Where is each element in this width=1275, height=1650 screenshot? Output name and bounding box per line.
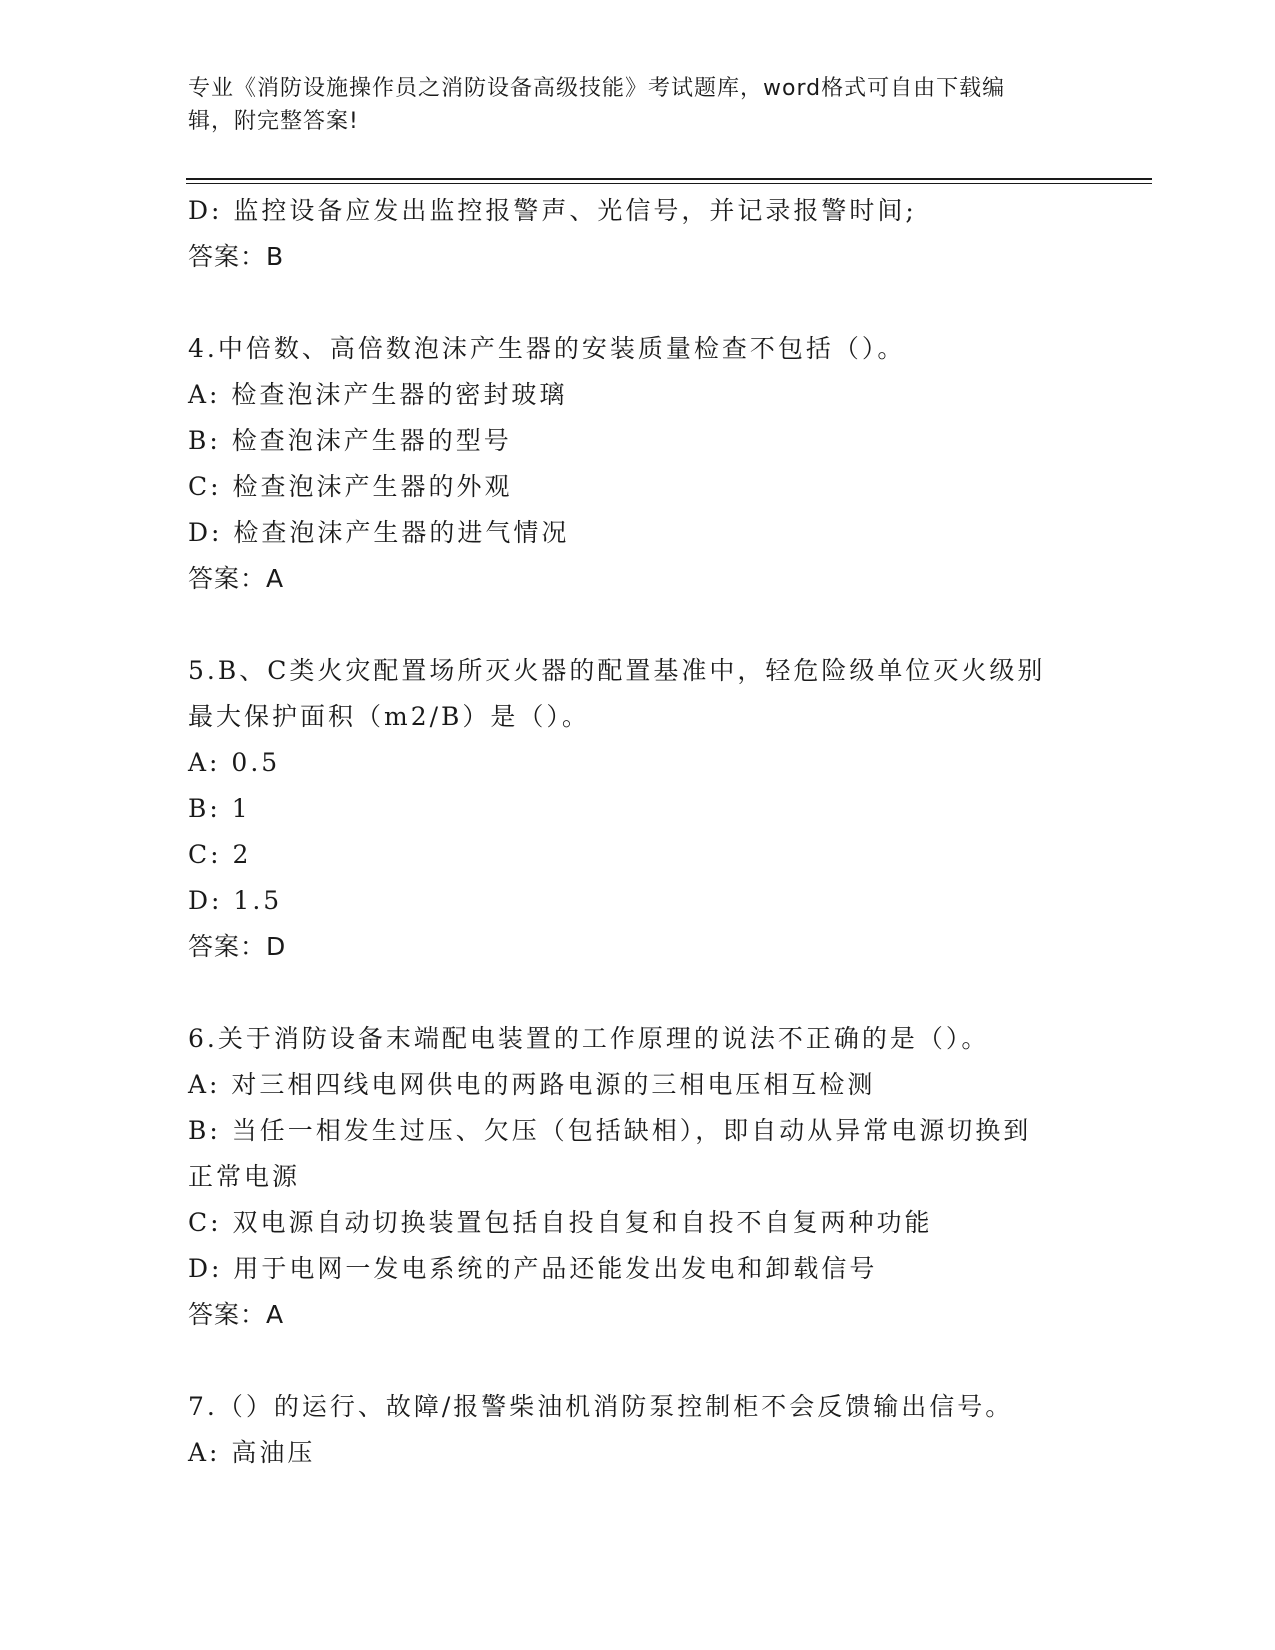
q4-option-b: B: 检查泡沫产生器的型号 (188, 426, 512, 455)
q4-stem: 4.中倍数、高倍数泡沫产生器的安装质量检查不包括（）。 (188, 334, 906, 363)
q6-option-b-line-1: B: 当任一相发生过压、欠压（包括缺相），即自动从异常电源切换到 (188, 1116, 1032, 1145)
q5-option-c: C: 2 (188, 840, 252, 869)
q6-answer: 答案：A (188, 1300, 285, 1329)
q4-answer: 答案：A (188, 564, 285, 593)
q4-option-a: A: 检查泡沫产生器的密封玻璃 (188, 380, 568, 409)
q5-option-a: A: 0.5 (188, 748, 281, 777)
q5-stem-line-1: 5.B、C类火灾配置场所灭火器的配置基准中，轻危险级单位灭火级别 (188, 656, 1046, 685)
q7-option-a: A: 高油压 (188, 1438, 316, 1467)
q5-stem-line-2: 最大保护面积（m2/B）是（）。 (188, 702, 590, 731)
q5-answer: 答案：D (188, 932, 287, 961)
q3-option-d: D: 监控设备应发出监控报警声、光信号，并记录报警时间; (188, 196, 917, 225)
spacer (188, 970, 1088, 1016)
document-header (188, 72, 1068, 138)
q6-option-d: D: 用于电网一发电系统的产品还能发出发电和卸载信号 (188, 1254, 878, 1283)
q5-option-b: B: 1 (188, 794, 251, 823)
spacer (188, 1338, 1088, 1384)
header-rule-thick (186, 178, 1152, 180)
q6-option-a: A: 对三相四线电网供电的两路电源的三相电压相互检测 (188, 1070, 876, 1099)
q4-option-d: D: 检查泡沫产生器的进气情况 (188, 518, 570, 547)
q7-stem: 7.（）的运行、故障/报警柴油机消防泵控制柜不会反馈输出信号。 (188, 1392, 1014, 1421)
header-line-1: 专业《消防设施操作员之消防设备高级技能》考试题库，word格式可自由下载编 (188, 76, 1006, 101)
q5-option-d: D: 1.5 (188, 886, 283, 915)
q3-answer: 答案：B (188, 242, 285, 271)
q6-option-c: C: 双电源自动切换装置包括自投自复和自投不自复两种功能 (188, 1208, 933, 1237)
question-content (188, 188, 1088, 1476)
header-line-2: 辑，附完整答案! (188, 109, 359, 134)
spacer (188, 280, 1088, 326)
header-rule-thin (186, 183, 1152, 184)
spacer (188, 602, 1088, 648)
q6-stem: 6.关于消防设备末端配电装置的工作原理的说法不正确的是（）。 (188, 1024, 990, 1053)
q4-option-c: C: 检查泡沫产生器的外观 (188, 472, 513, 501)
q6-option-b-line-2: 正常电源 (188, 1162, 301, 1191)
